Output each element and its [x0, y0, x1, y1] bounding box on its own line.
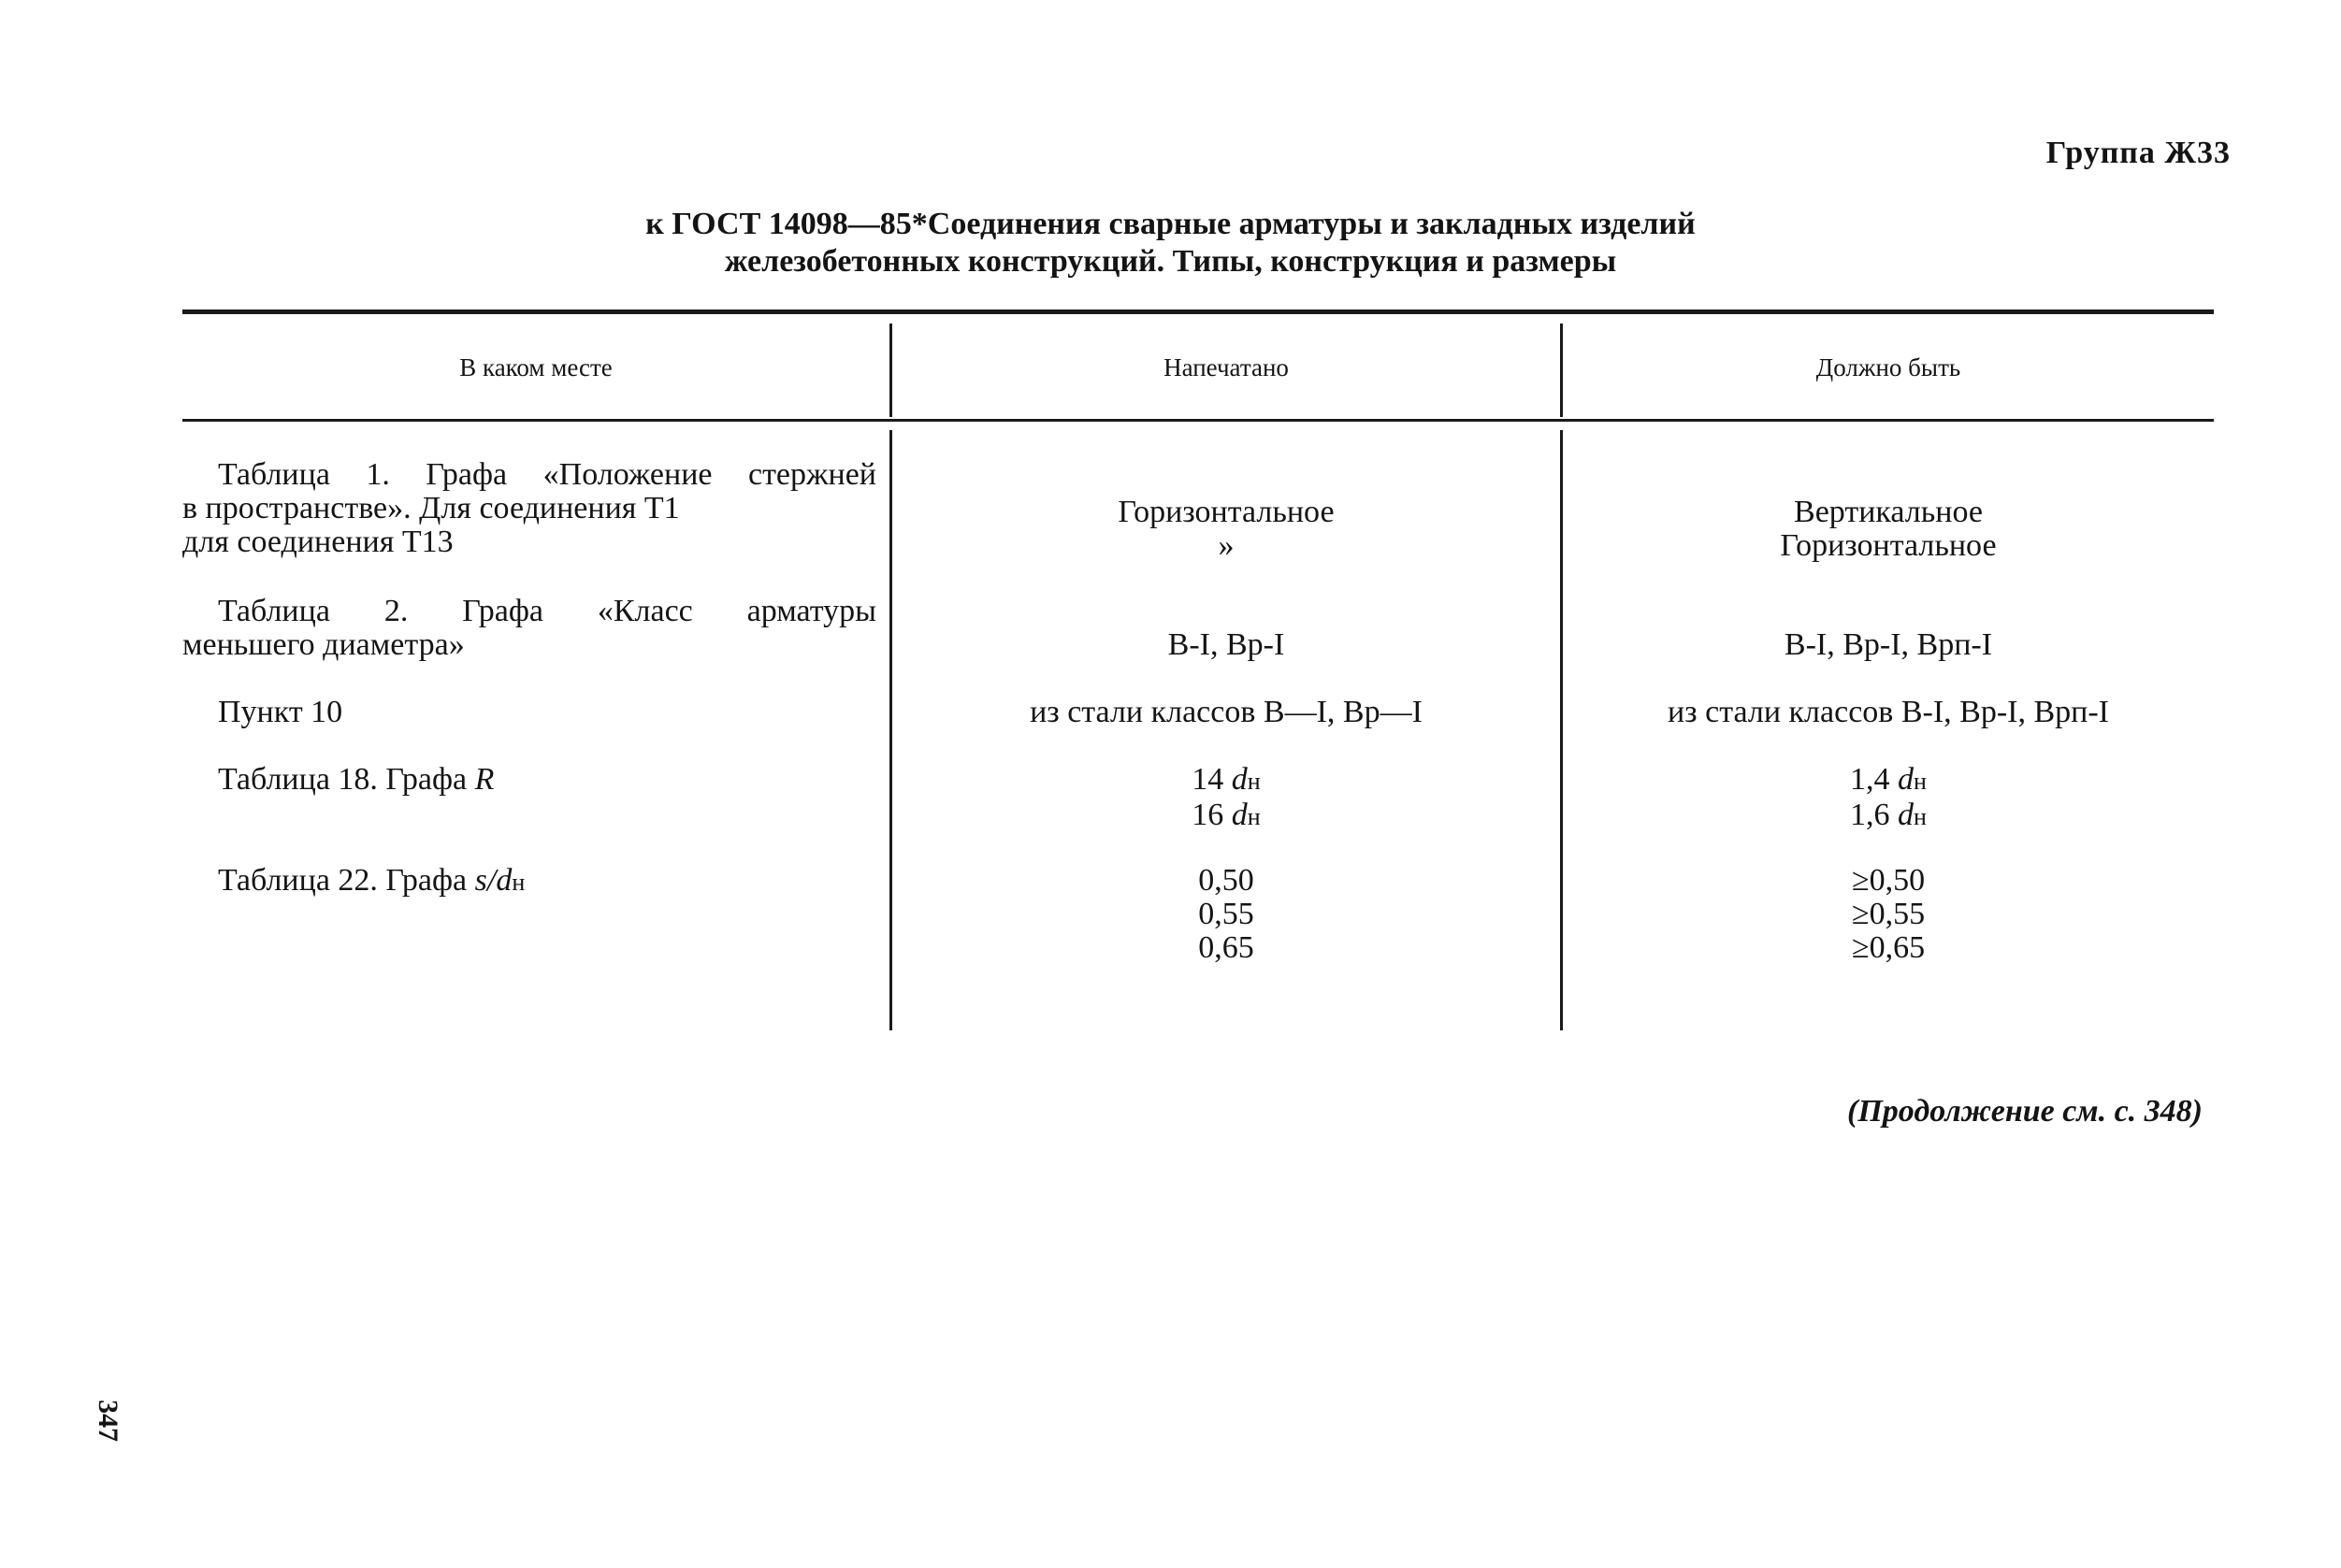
printed-value: 16 — [1192, 798, 1224, 832]
printed-value: » — [1218, 528, 1235, 563]
table-row-2-place — [182, 595, 876, 662]
printed-value: 14 — [1192, 762, 1224, 797]
page-number: 347 — [93, 1400, 123, 1442]
document-title — [0, 206, 2341, 281]
symbol-d: d — [1898, 762, 1915, 797]
printed-value: B-I, Bp-I — [1167, 627, 1285, 662]
symbol-d: d — [1231, 798, 1248, 832]
table-row-4-printed — [892, 763, 1560, 834]
correct-value: 1,4 — [1850, 762, 1890, 797]
group-label: Группа Ж33 — [2045, 136, 2231, 170]
continuation-note: (Продолжение см. с. 348) — [1847, 1094, 2203, 1129]
place-text: Таблица 1. Графа «Положение стержней — [218, 457, 876, 492]
place-text: Пункт 10 — [218, 695, 343, 729]
symbol-d: d — [1898, 798, 1915, 832]
subscript-n: н — [1247, 803, 1261, 830]
table-row-3-correct — [1563, 696, 2214, 729]
place-text: меньшего диаметра» — [182, 627, 465, 662]
table-row-4-place — [182, 763, 876, 797]
column-header-correct: Должно быть — [1815, 353, 1961, 381]
table-row-4-correct — [1563, 763, 2214, 834]
place-symbol: s/d — [474, 863, 513, 898]
column-header-printed: Напечатано — [1163, 353, 1289, 381]
table-row-5-correct — [1563, 864, 2214, 965]
document-title-line-2: железобетонных конструкций. Типы, конструкция и размеры — [724, 244, 1617, 279]
correct-value: Горизонтальное — [1780, 528, 1997, 563]
printed-value: 0,50 — [1198, 863, 1254, 898]
printed-value: Горизонтальное — [1118, 495, 1335, 529]
table-top-rule — [182, 309, 2214, 314]
correct-value: Вертикальное — [1794, 495, 1983, 529]
table-row-1-place — [182, 458, 876, 559]
table-row-2-printed — [892, 628, 1560, 662]
table-row-1-printed — [892, 496, 1560, 563]
correct-value: B-I, Bp-I, Bpп-I — [1784, 627, 1993, 662]
table-header-rule — [182, 419, 2214, 422]
place-text: Таблица 22. Графа — [218, 863, 468, 898]
printed-value: 0,55 — [1198, 897, 1254, 931]
printed-value: из стали классов B—I, Bp—I — [1030, 695, 1423, 729]
table-row-1-correct — [1563, 496, 2214, 563]
correct-value: ≥0,65 — [1851, 930, 1926, 965]
subscript-n: н — [1247, 768, 1261, 795]
document-title-line-1: к ГОСТ 14098—85*Соединения сварные арматуры и закладных изделий — [645, 207, 1696, 241]
table-row-5-printed — [892, 864, 1560, 965]
printed-value: 0,65 — [1198, 930, 1254, 965]
subscript-n: н — [1914, 768, 1927, 795]
symbol-d: d — [1231, 762, 1248, 797]
table-row-5-place — [182, 864, 876, 899]
column-header-place: В каком месте — [459, 353, 613, 381]
place-text: в пространстве». Для соединения Т1 — [182, 491, 680, 525]
table-row-3-place — [182, 696, 876, 729]
correct-value: из стали классов B-I, Bp-I, Bpп-I — [1667, 695, 2109, 729]
subscript-n: н — [512, 869, 526, 896]
place-text: для соединения Т13 — [182, 525, 454, 559]
subscript-n: н — [1914, 803, 1927, 830]
correct-value: ≥0,50 — [1851, 863, 1926, 898]
table-row-3-printed — [892, 696, 1560, 729]
place-text: Таблица 18. Графа — [218, 762, 468, 797]
correct-value: ≥0,55 — [1851, 897, 1926, 931]
place-symbol: R — [474, 762, 495, 797]
place-text: Таблица 2. Графа «Класс арматуры — [218, 594, 876, 628]
correct-value: 1,6 — [1850, 798, 1890, 832]
table-row-2-correct — [1563, 628, 2214, 662]
